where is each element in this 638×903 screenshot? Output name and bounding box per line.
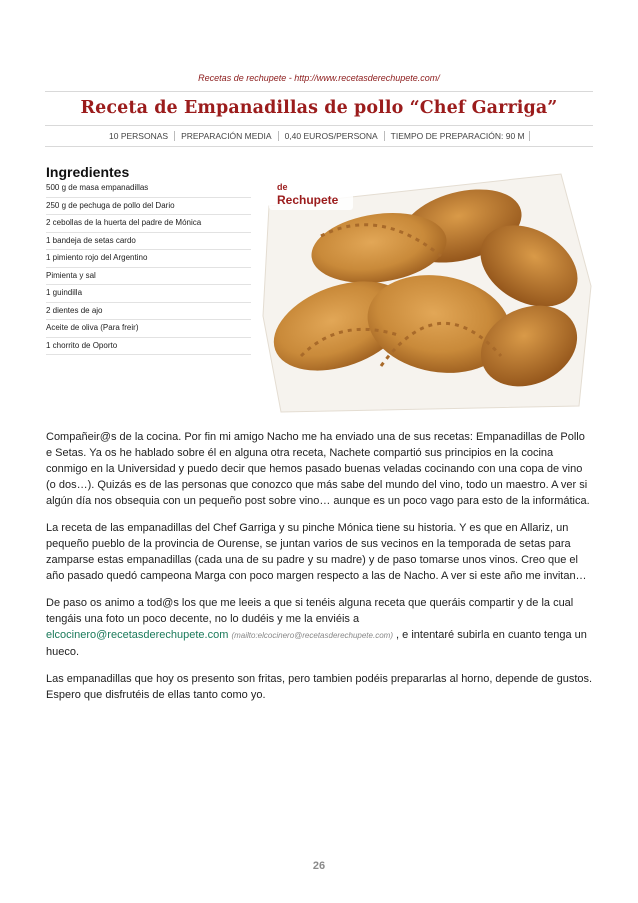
derechupete-logo xyxy=(269,174,353,210)
empanadillas-photo xyxy=(261,166,593,415)
paragraph: Compañeir@s de la cocina. Por fin mi amigo Nacho me ha enviado una de sus recetas: Empanadillas de Pollo e Setas. Ya os he hablado sobre él en alguna otra receta, Nachete compartió sus principios en la cocina conmigo en la Universidad y puedo decir que hemos pasado buenas veladas cocinando con una copa de vino (o dos…). Quizás es de las personas que conozco que más sabe del mundo del vino, todo un maestro. A ver si algún día nos obsequia con un pequeño post sobre vino… aunque es un poco vago para esto de la informática. xyxy=(46,431,590,507)
paragraph-text: , e intentaré subirla en cuanto tenga un hueco. xyxy=(46,629,587,658)
header-divider xyxy=(45,91,593,92)
ingredient-item: 1 pimiento rojo del Argentino xyxy=(46,250,251,268)
meta-difficulty: PREPARACIÓN MEDIA xyxy=(174,131,278,141)
mailto-link[interactable]: (mailto:elcocinero@recetasderechupete.com) xyxy=(231,631,393,640)
paragraph: Las empanadillas que hoy os presento son fritas, pero tambien podéis prepararlas al horno, depende de gustos. Espero que disfrutéis de ellas tanto como yo. xyxy=(46,673,593,701)
svg-text:de: de xyxy=(277,182,288,192)
email-link[interactable]: elcocinero@recetasderechupete.com xyxy=(46,629,229,641)
meta-divider xyxy=(45,146,593,147)
meta-cost: 0,40 EUROS/PERSONA xyxy=(278,131,384,141)
recipe-title: Receta de Empanadillas de pollo “Chef Garriga” xyxy=(80,98,558,118)
ingredient-item: Pimienta y sal xyxy=(46,268,251,286)
ingredient-item: Aceite de oliva (Para freir) xyxy=(46,320,251,338)
recipe-meta-bar xyxy=(109,131,530,141)
ingredients-list xyxy=(46,180,251,355)
page-number: 26 xyxy=(312,860,326,872)
meta-servings: 10 PERSONAS xyxy=(109,131,169,141)
ingredient-item: 1 chorrito de Oporto xyxy=(46,338,251,356)
paragraph: La receta de las empanadillas del Chef Garriga y su pinche Mónica tiene su historia. Y es que en Allariz, un pequeño pueblo de la provincia de Ourense, se juntan varios de sus vecinos en la temporada de setas para zamparse estas empanadillas (cada una de su padre y su madre) y de paso tomarse unos vinos. Creo que el año pasado quedó campeona Marga con poco margen respecto a las de Nacho. A ver si este año me invitan… xyxy=(46,522,587,582)
title-divider xyxy=(45,125,593,126)
ingredient-item: 1 guindilla xyxy=(46,285,251,303)
ingredient-item: 1 bandeja de setas cardo xyxy=(46,233,251,251)
paragraph xyxy=(46,595,594,660)
ingredient-item: 250 g de pechuga de pollo del Dario xyxy=(46,198,251,216)
svg-text:Rechupete: Rechupete xyxy=(277,193,339,207)
header-source[interactable]: Recetas de rechupete - http://www.recetasderechupete.com/ xyxy=(198,73,440,83)
paragraph-text: De paso os animo a tod@s los que me leeis a que si tenéis alguna receta que queráis compartir y de la cual tengáis una foto un poco decente, no lo dudéis y me la enviéis a xyxy=(46,597,574,625)
article-body xyxy=(46,429,594,714)
ingredient-item: 500 g de masa empanadillas xyxy=(46,180,251,198)
ingredients-heading: Ingredientes xyxy=(46,164,130,180)
ingredient-item: 2 cebollas de la huerta del padre de Mónica xyxy=(46,215,251,233)
meta-time: TIEMPO DE PREPARACIÓN: 90 M xyxy=(384,131,530,141)
ingredient-item: 2 dientes de ajo xyxy=(46,303,251,321)
